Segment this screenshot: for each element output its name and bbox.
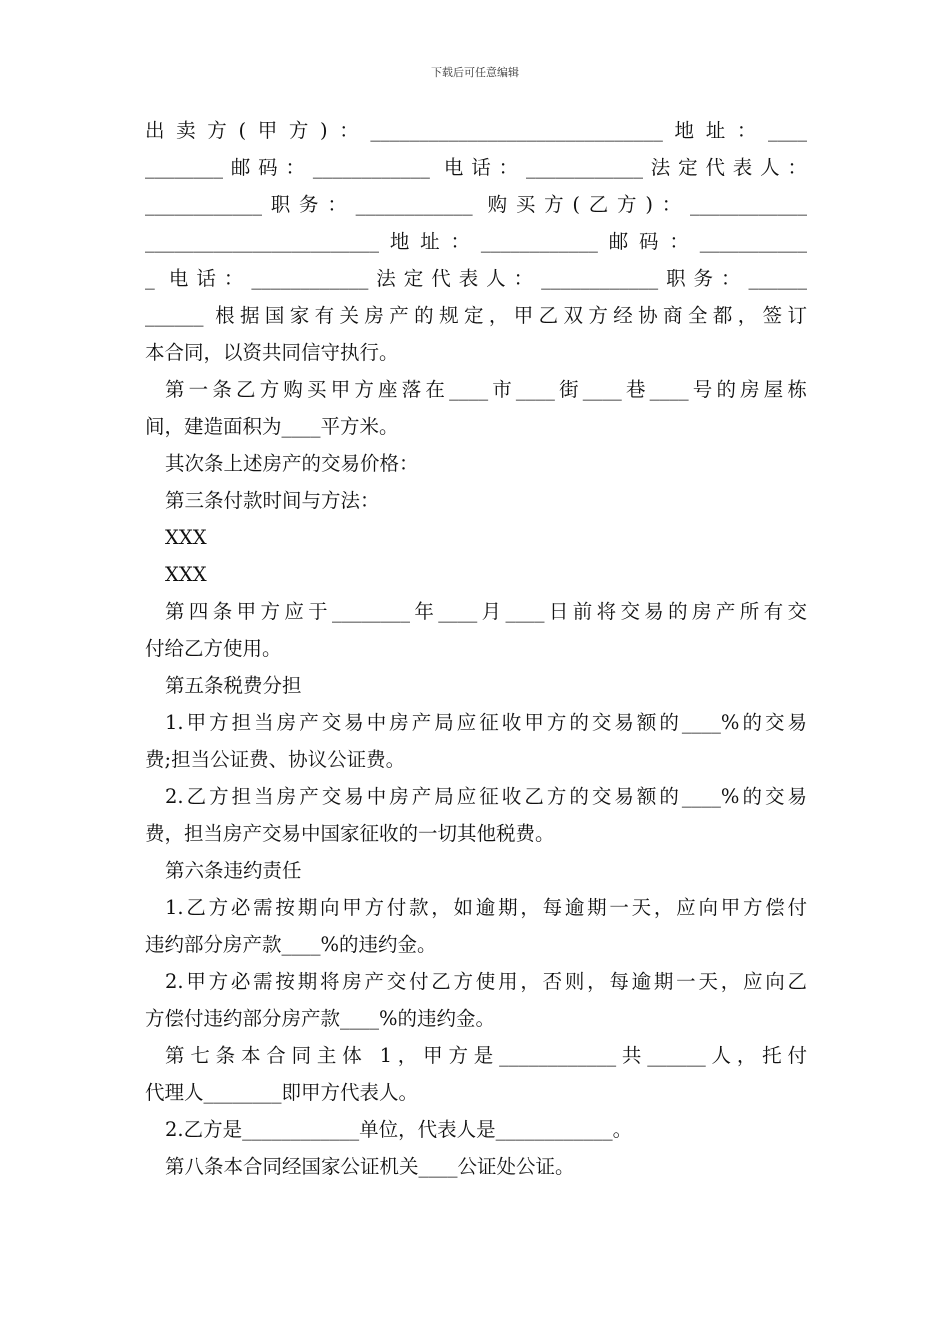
contract-line: 第五条税费分担 xyxy=(165,674,302,697)
contract-body xyxy=(145,112,807,1185)
contract-line: XXX xyxy=(165,563,207,586)
contract-line: 第四条甲方应于________年____月____日前将交易的房产所有交 xyxy=(165,600,807,623)
contract-line: 第七条本合同主体 1，甲方是____________共______人，托付 xyxy=(165,1044,807,1067)
contract-line: 第三条付款时间与方法： xyxy=(165,489,380,512)
contract-line: 本合同，以资共同信守执行。 xyxy=(145,341,399,364)
contract-line: 方偿付违约部分房产款____%的违约金。 xyxy=(145,1007,496,1030)
contract-line: _ 电话：____________法定代表人：____________职务：______ xyxy=(145,267,807,290)
contract-line: ____________职务：____________ 购买方(乙方)：____________ xyxy=(145,193,807,216)
contract-line: 1.甲方担当房产交易中房产局应征收甲方的交易额的____%的交易 xyxy=(165,711,807,734)
contract-line: 出卖方(甲方)：______________________________地址：____ xyxy=(145,119,807,142)
contract-line: 2.甲方必需按期将房产交付乙方使用，否则，每逾期一天，应向乙 xyxy=(165,970,807,993)
contract-line: 违约部分房产款____%的违约金。 xyxy=(145,933,437,956)
contract-line: 1.乙方必需按期向甲方付款，如逾期，每逾期一天，应向甲方偿付 xyxy=(165,896,807,919)
contract-line: 2.乙方是____________单位，代表人是____________。 xyxy=(165,1118,633,1141)
contract-line: 第一条乙方购买甲方座落在____市____街____巷____号的房屋栋 xyxy=(165,378,807,401)
contract-line: 代理人________即甲方代表人。 xyxy=(145,1081,419,1104)
contract-line: XXX xyxy=(165,526,207,549)
contract-line: 费，担当房产交易中国家征收的一切其他税费。 xyxy=(145,822,555,845)
contract-line: 第六条违约责任 xyxy=(165,859,302,882)
contract-line: 间，建造面积为____平方米。 xyxy=(145,415,399,438)
contract-line: ________________________地址：____________邮码：___________ xyxy=(145,230,807,253)
contract-line: 第八条本合同经国家公证机关____公证处公证。 xyxy=(165,1155,575,1178)
page-header-note: 下载后可任意编辑 xyxy=(431,66,519,79)
contract-line: ______ 根据国家有关房产的规定，甲乙双方经协商全都，签订 xyxy=(145,304,807,327)
contract-line: ________邮码：____________ 电话：____________法定代表人： xyxy=(145,156,807,179)
contract-line: 费;担当公证费、协议公证费。 xyxy=(145,748,406,771)
contract-line: 2.乙方担当房产交易中房产局应征收乙方的交易额的____%的交易 xyxy=(165,785,807,808)
contract-line: 其次条上述房产的交易价格： xyxy=(165,452,419,475)
contract-line: 付给乙方使用。 xyxy=(145,637,282,660)
